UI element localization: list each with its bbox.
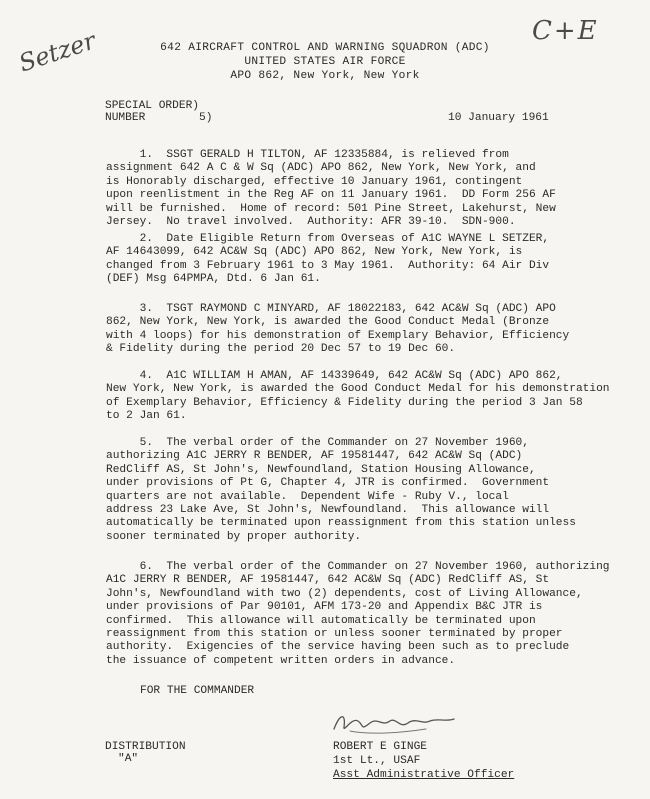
paragraph-line: RedCliff AS, St John's, Newfoundland, Station Housing Allowance, [106, 463, 536, 476]
header-address: APO 862, New York, New York [230, 70, 420, 82]
paragraph-line: address 23 Lake Ave, St John's, Newfoundland. This allowance will [106, 504, 550, 517]
special-order-label: SPECIAL ORDER) [105, 100, 199, 112]
paragraph-line: reassignment from this station or unless sooner terminated by proper [106, 628, 563, 641]
paragraph-line: 3. TSGT RAYMOND C MINYARD, AF 18022183, 642 AC&W Sq (ADC) APO [106, 303, 556, 315]
order-number-label: NUMBER 5) [105, 112, 213, 124]
paragraph-line: is Honorably discharged, effective 10 January 1961, contingent [106, 175, 523, 188]
paragraph-line: 4. A1C WILLIAM H AMAN, AF 14339649, 642 AC&W Sq (ADC) APO 862, [106, 370, 563, 382]
paragraph-3 [106, 303, 576, 357]
signatory-rank: 1st Lt., USAF [333, 755, 421, 767]
paragraph-line: assignment 642 A C & W Sq (ADC) APO 862, New York, New York, and [106, 162, 536, 175]
paragraph-line: authorizing A1C JERRY R BENDER, AF 19581447, 642 AC&W Sq (ADC) [106, 450, 523, 463]
paragraph-line: 5. The verbal order of the Commander on 27 November 1960, [106, 437, 529, 449]
paragraph-6 [106, 561, 610, 668]
paragraph-line: under provisions of Par 90101, AFM 173-20 and Appendix B&C JTR is [106, 601, 543, 614]
paragraph-line: 2. Date Eligible Return from Overseas of A1C WAYNE L SETZER, [106, 233, 550, 245]
paragraph-line: upon reenlistment in the Reg AF on 11 January 1961. DD Form 256 AF [106, 189, 556, 202]
paragraph-line: automatically be terminated upon reassignment from this station unless [106, 517, 576, 530]
paragraph-line: 1. SSGT GERALD H TILTON, AF 12335884, is relieved from [106, 149, 509, 161]
signatory-name: ROBERT E GINGE [333, 741, 427, 753]
paragraph-line: will be furnished. Home of record: 501 Pine Street, Lakehurst, New [106, 202, 556, 215]
paragraph-line: with 4 loops) for his demonstration of Exemplary Behavior, Efficiency [106, 329, 570, 342]
paragraph-line: changed from 3 February 1961 to 3 May 1961. Authority: 64 Air Div [106, 259, 550, 272]
paragraph-line: A1C JERRY R BENDER, AF 19581447, 642 AC&W Sq (ADC) RedCliff AS, St [106, 574, 550, 587]
handwritten-annotation-left: Setzer [15, 26, 100, 78]
paragraph-line: to 2 Jan 61. [106, 410, 187, 423]
handwritten-signature [330, 707, 470, 739]
paragraph-4 [106, 370, 610, 424]
paragraph-line: Jersey. No travel involved. Authority: AFR 39-10. SDN-900. [106, 216, 516, 229]
for-the-commander: FOR THE COMMANDER [140, 685, 255, 697]
paragraph-line: sooner terminated by proper authority. [106, 530, 362, 543]
paragraph-2 [106, 233, 576, 287]
paragraph-5 [106, 437, 576, 544]
paragraph-line: AF 14643099, 642 AC&W Sq (ADC) APO 862, New York, New York, is [106, 246, 523, 259]
paragraph-line: New York, New York, is awarded the Good Conduct Medal for his demonstration [106, 383, 610, 396]
paragraph-line: under provisions of Pt G, Chapter 4, JTR is confirmed. Government [106, 477, 550, 490]
paragraph-line: authority. Exigencies of the service having been such as to preclude [106, 641, 570, 654]
paragraph-line: 6. The verbal order of the Commander on 27 November 1960, authorizing [106, 561, 610, 573]
paragraph-line: the issuance of competent written orders in advance. [106, 654, 456, 667]
distribution-value: "A" [118, 753, 139, 765]
header-squadron: 642 AIRCRAFT CONTROL AND WARNING SQUADRON (ADC) [160, 42, 490, 54]
paragraph-line: (DEF) Msg 64PMPA, Dtd. 6 Jan 61. [106, 273, 321, 286]
handwritten-annotation-right: C+E [532, 16, 599, 46]
header-service: UNITED STATES AIR FORCE [244, 56, 406, 68]
paragraph-line: 862, New York, New York, is awarded the Good Conduct Medal (Bronze [106, 316, 550, 329]
distribution-label: DISTRIBUTION [105, 741, 186, 753]
paragraph-line: John's, Newfoundland with two (2) dependents, cost of Living Allowance, [106, 587, 583, 600]
paragraph-line: confirmed. This allowance will automatically be terminated upon [106, 614, 536, 627]
order-date: 10 January 1961 [448, 112, 549, 124]
paragraph-line: of Exemplary Behavior, Efficiency & Fidelity during the period 3 Jan 58 [106, 396, 583, 409]
paragraph-line: & Fidelity during the period 20 Dec 57 to 19 Dec 60. [106, 343, 456, 356]
paragraph-line: quarters are not available. Dependent Wife - Ruby V., local [106, 490, 509, 503]
paragraph-1 [106, 149, 576, 229]
signatory-title: Asst Administrative Officer [333, 769, 515, 781]
